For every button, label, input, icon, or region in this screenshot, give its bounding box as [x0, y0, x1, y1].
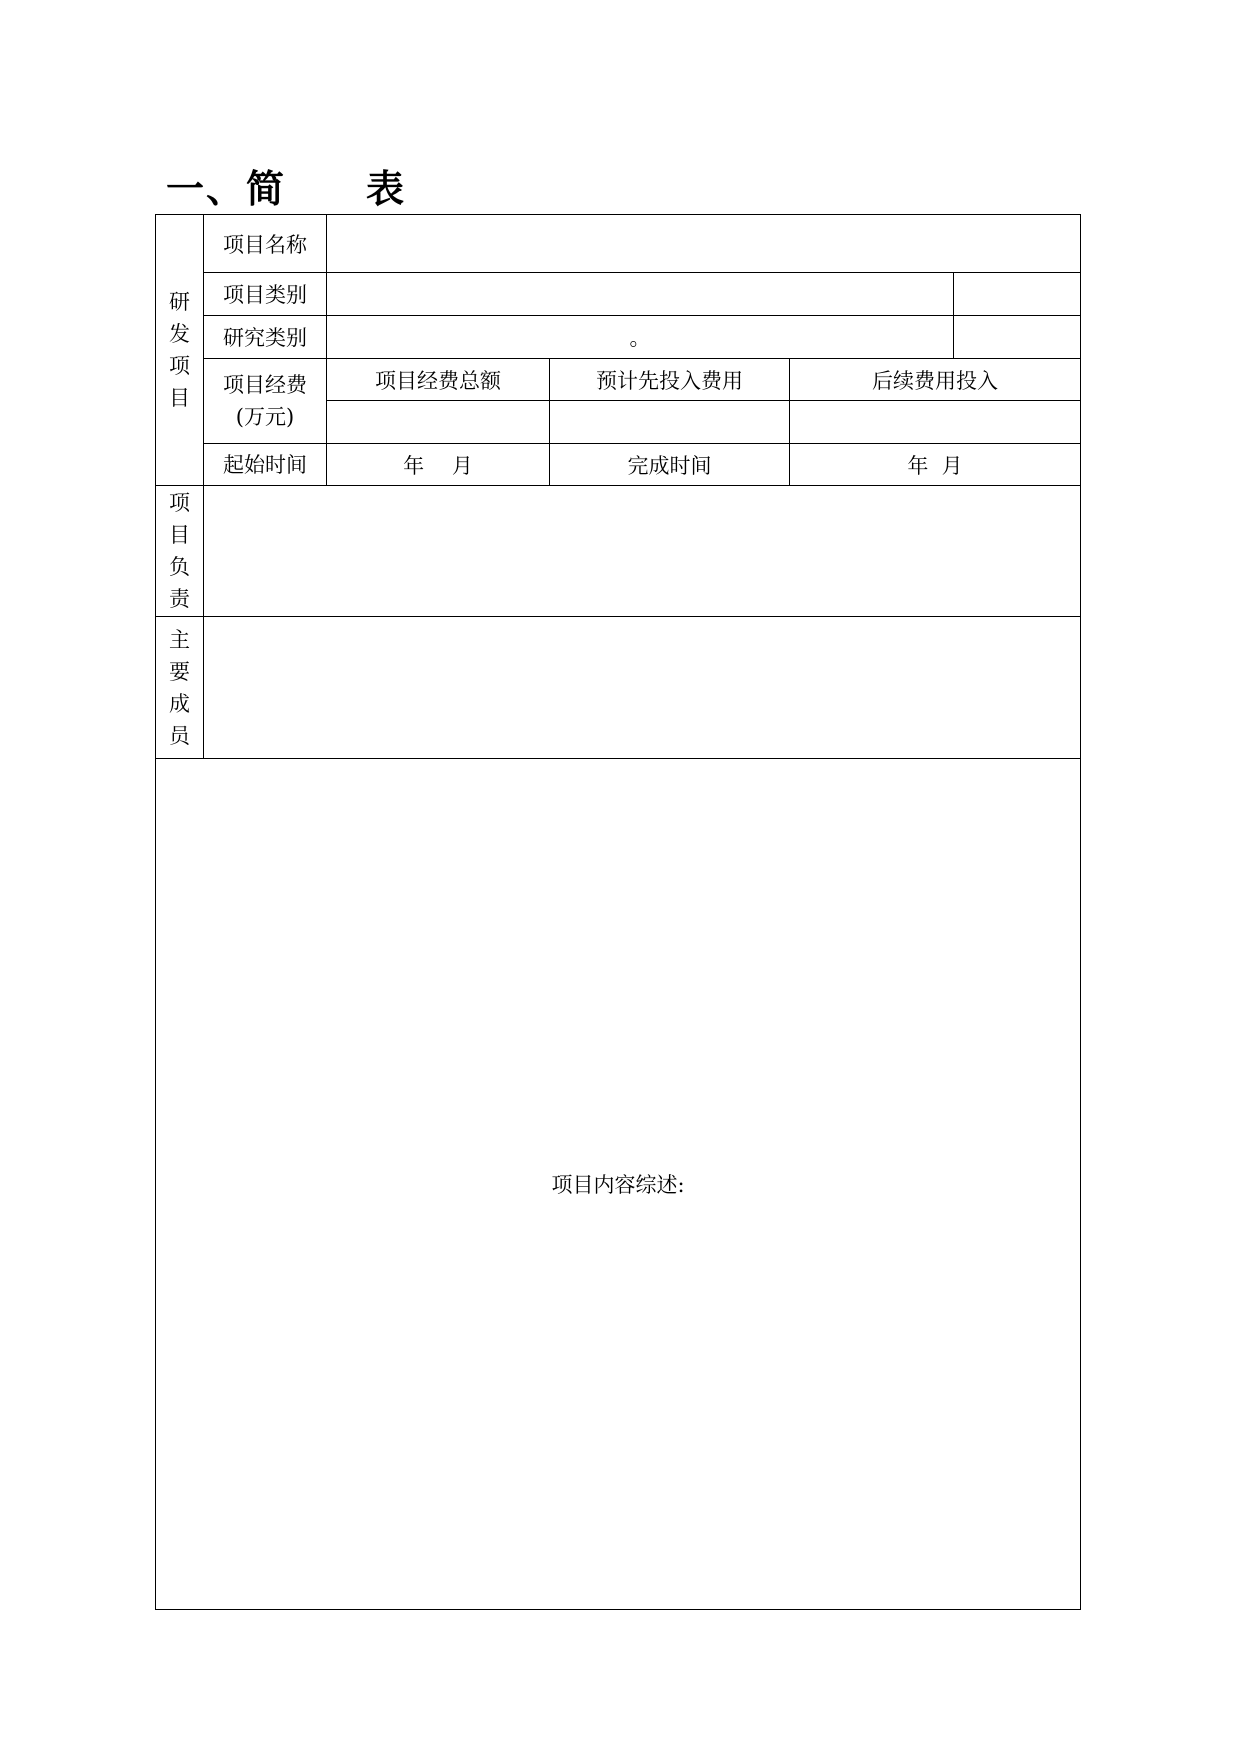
label-research-category: 研究类别	[204, 316, 327, 359]
section-project-leader-label: 项目负责	[169, 491, 190, 611]
label-project-funds-line2: (万元)	[235, 405, 295, 429]
field-research-category-extra[interactable]	[954, 316, 1081, 359]
label-project-category: 项目类别	[204, 273, 327, 316]
field-research-category[interactable]: 。	[327, 316, 954, 359]
field-project-category-extra[interactable]	[954, 273, 1081, 316]
section-rd-label: 研发项目	[169, 290, 190, 410]
label-start-time: 起始时间	[204, 444, 327, 486]
label-project-summary: 项目内容综述:	[551, 1173, 685, 1197]
field-subsequent-investment[interactable]	[790, 401, 1081, 444]
page-title: 一、简 表	[166, 167, 407, 211]
field-project-category[interactable]	[327, 273, 954, 316]
field-main-members[interactable]	[204, 617, 1081, 759]
section-main-members-label: 主要成员	[169, 627, 190, 748]
section-rd-project	[156, 215, 204, 486]
header-initial-investment: 预计先投入费用	[550, 359, 790, 401]
section-main-members	[156, 617, 204, 759]
header-total-funds: 项目经费总额	[327, 359, 550, 401]
field-initial-investment[interactable]	[550, 401, 790, 444]
label-project-funds-line1: 项目经费	[223, 373, 307, 397]
label-project-name: 项目名称	[204, 215, 327, 273]
field-project-summary[interactable]	[156, 759, 1081, 1610]
field-project-name[interactable]	[327, 215, 1081, 273]
field-start-time[interactable]: 年 月	[327, 444, 550, 486]
field-project-leader[interactable]	[204, 486, 1081, 617]
section-project-leader	[156, 486, 204, 617]
summary-form-table	[155, 214, 1081, 1610]
label-project-funds	[204, 359, 327, 444]
field-total-funds[interactable]	[327, 401, 550, 444]
header-subsequent-investment: 后续费用投入	[790, 359, 1081, 401]
field-completion-time[interactable]: 年 月	[790, 444, 1081, 486]
label-completion-time: 完成时间	[550, 444, 790, 486]
